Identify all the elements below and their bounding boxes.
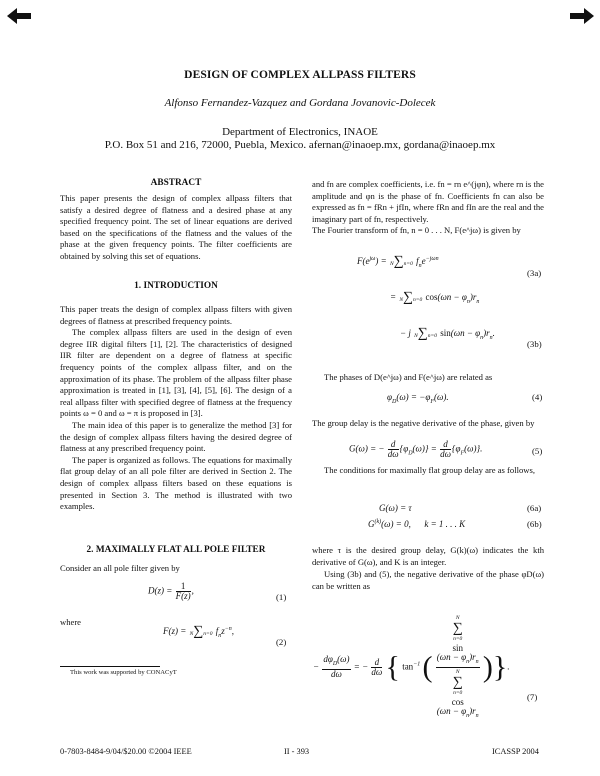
section2-heading: 2. MAXIMALLY FLAT ALL POLE FILTER [86, 545, 266, 555]
right-paragraph-3: The phases of D(e^jω) and F(e^jω) are related as [324, 372, 493, 382]
equation-3a: $F(e^{j\omega}) = N\sum n=0$ $f_ne^{-j\omega n}$ [357, 254, 439, 269]
equation-6b: $G^{(k)}(\omega) = 0$, k = 1 . . . K [368, 519, 466, 529]
equation-number-6b: (6b) [527, 519, 542, 529]
intro-paragraph-4: The paper is organized as follows. The equations for maximally flat group delay of an all pole filter are derived in Section 2. The design of complex allpass filters based on these equations is presented in Section 3. The method is illustrated with two examples. [60, 454, 292, 512]
affiliation-address: P.O. Box 51 and 216, 72000, Puebla, Mexico. afernan@inaoep.mx, gordana@inaoep.mx [104, 139, 496, 151]
where-text: where [60, 617, 81, 627]
section2-intro: Consider an all pole filter given by [60, 563, 180, 573]
equation-number-3a: (3a) [527, 268, 542, 278]
equation-number-7: (7) [527, 692, 538, 702]
equation-3b: − j N∑n=0 $\sin(\omega n - \varphi_n)r_n$. [400, 326, 495, 341]
right-paragraph-1: and fn are complex coefficients, i.e. fn = rn e^(jφn), where rn is the amplitude and φn is the phase of fn. Coefficients fn can also be expressed as fn = fRn + jfIn, where fRn and fIn are the real and the imaginary part of fn, respectively. [312, 179, 544, 224]
next-page-button[interactable] [570, 8, 594, 24]
equation-7: − $\frac{d\varphi_D(\omega)}{d\omega}$ = − $\frac{d}{d\omega}$ { $\tan^{-1}$ ( N ∑ n=0 sin $(\omega n - \varphi_n)r_n$ N ∑ n=0 cos $(\omega n - \varphi_n)r_n$ )}. [313, 615, 510, 719]
intro-paragraph-3: The main idea of this paper is to generalize the method [3] for the design of complex allpass filters having the desired degree of flatness at any prescribed frequency point. [60, 419, 292, 454]
prev-page-button[interactable] [7, 8, 31, 24]
abstract-text [60, 193, 292, 263]
right-paragraph-2: The Fourier transform of fn, n = 0 . . . N, F(e^jω) is given by [312, 225, 521, 235]
equation-number-2: (2) [276, 637, 287, 647]
footnote-rule [60, 666, 160, 667]
introduction-heading: 1. INTRODUCTION [134, 281, 218, 291]
equation-number-5: (5) [532, 446, 543, 456]
intro-paragraph-1: This paper treats the design of complex allpass filters with given degrees of flatness at prescribed frequency points. [60, 304, 292, 326]
equation-6a: G(ω) = τ [379, 503, 412, 513]
arrow-left-icon [7, 8, 31, 24]
affiliation-department: Department of Electronics, INAOE [222, 126, 378, 138]
right-paragraph-4: The group delay is the negative derivative of the phase, given by [312, 418, 535, 428]
paper-title: DESIGN OF COMPLEX ALLPASS FILTERS [184, 69, 416, 81]
equation-number-4: (4) [532, 392, 543, 402]
paper-authors: Alfonso Fernandez-Vazquez and Gordana Jovanovic-Dolecek [164, 97, 436, 109]
equation-number-6a: (6a) [527, 503, 542, 513]
footer-page-number: II - 393 [284, 747, 310, 756]
abstract-paragraph: This paper presents the design of complex allpass filters that satisfy a desired degree of flatness and a desired phase at any specified frequency point. The set of linear equations are derived based on the specifications of the flatness and the values of the phase at the given frequency points. The filter coefficients are obtained by solving this set of equations. [60, 193, 292, 261]
equation-1: D(z) = $\frac{1}{F(z)}$ , [148, 581, 194, 601]
equation-2: F(z) = N∑n=0 $f_nz^{-n}$, [163, 624, 235, 639]
footer-conference: ICASSP 2004 [492, 747, 539, 756]
right-paragraph-5: The conditions for maximally flat group delay are as follows, [324, 465, 535, 475]
equation-number-1: (1) [276, 592, 287, 602]
introduction-body [60, 304, 292, 513]
footer-copyright: 0-7803-8484-9/04/$20.00 ©2004 IEEE [60, 747, 192, 756]
equation-3a-line2: = N∑n=0 $\cos(\omega n - \varphi_n)r_n$ [390, 290, 480, 305]
intro-paragraph-2: The complex allpass filters are used in the design of even degree IIR digital filters [1], [2]. The characteristics of designed IIR filter are dependent on a degree of flatness at specific frequency points of the complex allpass filter, and on the approximation of its phase. The problem of the allpass filter phase approximation is treated in [1], [3], [4], [5], [6]. The design of a real allpass filter with specified degree of flatness at the frequency points ω = 0 and ω = π is proposed in [3]. [60, 327, 292, 419]
right-paragraph-7: Using (3b) and (5), the negative derivative of the phase φD(ω) can be written as [312, 569, 544, 591]
equation-number-3b: (3b) [527, 339, 542, 349]
equation-5: G(ω) = − $\frac{d}{d\omega}$ $\{\varphi_D(\omega)\}$ = $\frac{d}{d\omega}$ $\{\varphi_F(\omega)\}$. [349, 439, 483, 459]
right-paragraph-6: where τ is the desired group delay, G(k)(ω) indicates the kth derivative of G(ω), and K is an integer. [312, 545, 544, 567]
footnote-text: This work was supported by CONACyT [70, 669, 177, 676]
equation-4: $\varphi_D(\omega) = -\varphi_F(\omega)$. [387, 392, 449, 405]
arrow-right-icon [570, 8, 594, 24]
abstract-heading: ABSTRACT [150, 178, 202, 188]
